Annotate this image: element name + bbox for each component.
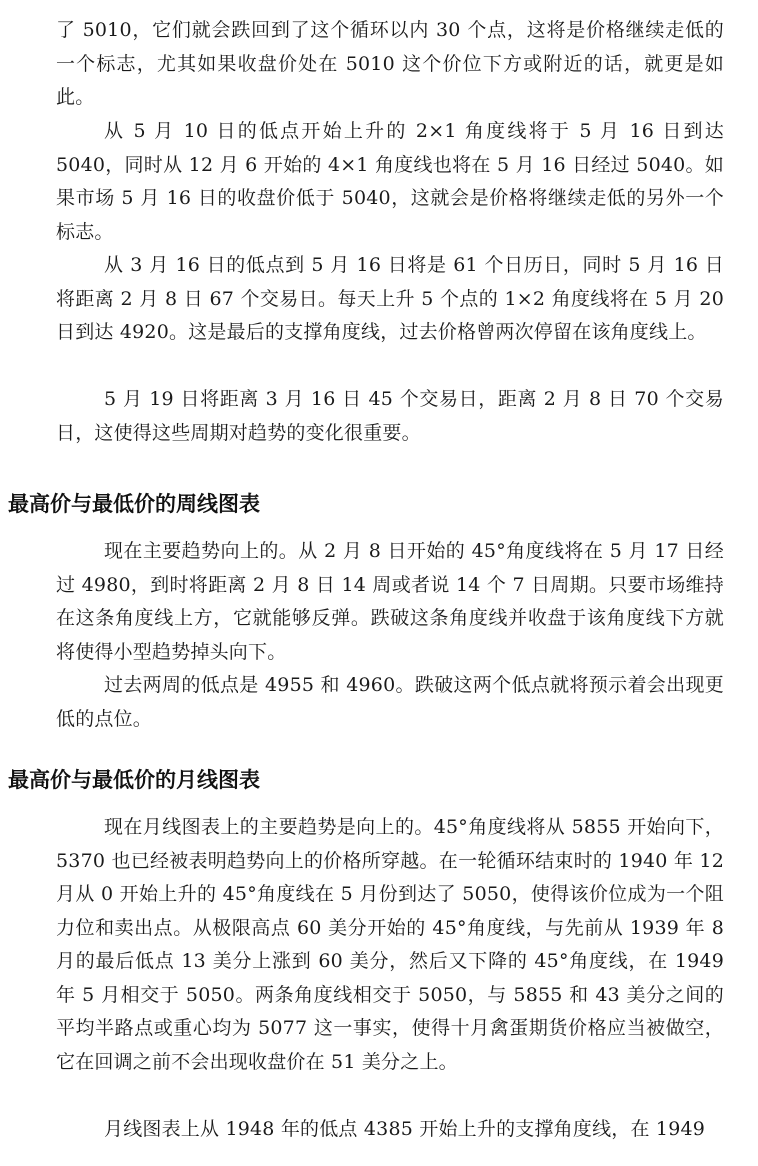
paragraph-monthly-support: 月线图表上从 1948 年的低点 4385 开始上升的支撑角度线，在 1949: [104, 1118, 706, 1140]
paragraph-monthly-trend: 现在月线图表上的主要趋势是向上的。45°角度线将从 5855 开始向下，5370 也已经被表明趋势向上的价格所穿越。在一轮循环结束时的 1940 年 12 月从 0 开始上升的 45°角度线在 5 月份到达了 5050，使得该价位成为一个阻力位和卖出点。从极限高点 60 美分开始的 45°角度线，与先前从 1939 年 8 月的最后低点 13 美分上涨到 60 美分，然后又下降的 45°角度线，在 1949 年 5 月相交于 5050。两条角度线相交于 5050，与 5855 和 43 美分之间的平均半路点或重心均为 5077 这一事实，使得十月禽蛋期货价格应当被做空，它在回调之前不会出现收盘价在 51 美分之上。: [56, 816, 724, 1073]
paragraph-angle-lines: 从 5 月 10 日的低点开始上升的 2×1 角度线将于 5 月 16 日到达 5040，同时从 12 月 6 开始的 4×1 角度线也将在 5 月 16 日经过 5040。如果市场 5 月 16 日的收盘价低于 5040，这就会是价格将继续走低的另外一个标志。: [56, 120, 724, 243]
paragraph-weekly-trend: 现在主要趋势向上的。从 2 月 8 日开始的 45°角度线将在 5 月 17 日经过 4980，到时将距离 2 月 8 日 14 周或者说 14 个 7 日周期。只要市场维持在这条角度线上方，它就能够反弹。跌破这条角度线并收盘于该角度线下方就将使得小型趋势掉头向下。: [56, 540, 724, 663]
paragraph-continuation: 了 5010，它们就会跌回到了这个循环以内 30 个点，这将是价格继续走低的一个标志，尤其如果收盘价处在 5010 这个价位下方或附近的话，就更是如此。: [56, 19, 724, 108]
heading-monthly-chart: 最高价与最低价的月线图表: [8, 768, 260, 792]
paragraph-calendar-days: 从 3 月 16 日的低点到 5 月 16 日将是 61 个日历日，同时 5 月 16 日将距离 2 月 8 日 67 个交易日。每天上升 5 个点的 1×2 角度线将在 5 月 20 日到达 4920。这是最后的支撑角度线，过去价格曾两次停留在该角度线上。: [56, 254, 724, 343]
paragraph-weekly-lows: 过去两周的低点是 4955 和 4960。跌破这两个低点就将预示着会出现更低的点位。: [56, 674, 724, 730]
heading-weekly-chart: 最高价与最低价的周线图表: [8, 492, 260, 516]
paragraph-trading-days: 5 月 19 日将距离 3 月 16 日 45 个交易日，距离 2 月 8 日 70 个交易日，这使得这些周期对趋势的变化很重要。: [56, 388, 724, 444]
